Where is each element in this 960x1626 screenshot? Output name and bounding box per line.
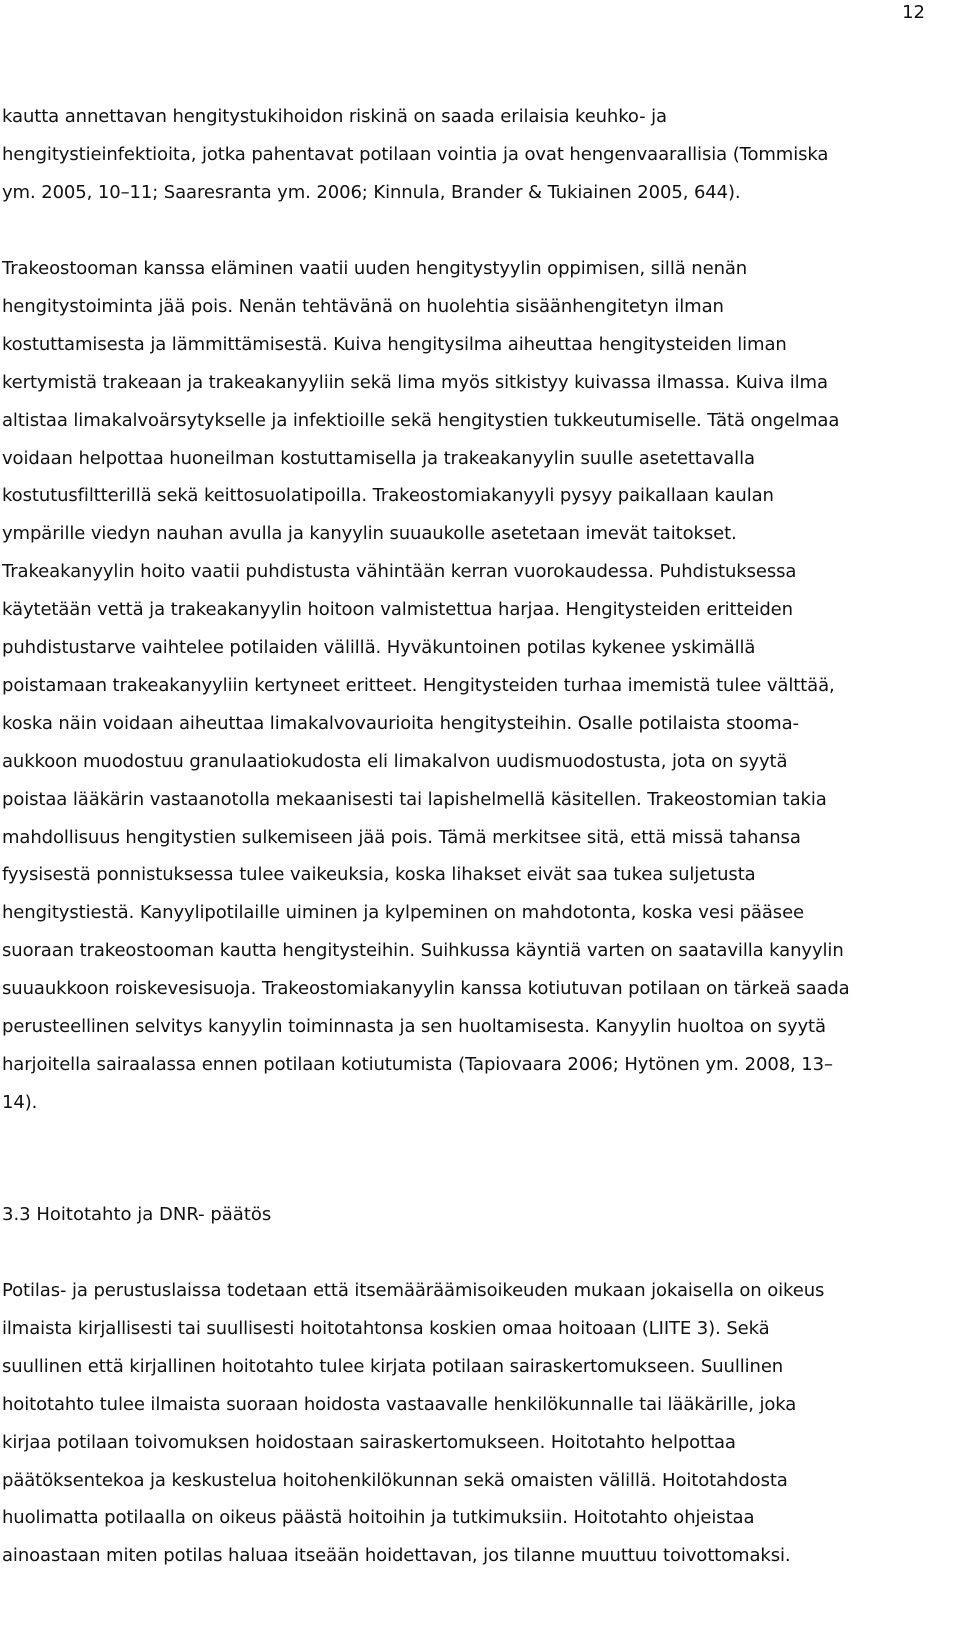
text-line: Trakeakanyylin hoito vaatii puhdistusta vähintään kerran vuorokaudessa. Puhdistuksessa: [2, 561, 797, 583]
text-line: kostuttamisesta ja lämmittämisestä. Kuiva hengitysilma aiheuttaa hengitysteiden liman: [2, 333, 787, 355]
text-line: koska näin voidaan aiheuttaa limakalvovaurioita hengitysteihin. Osalle potilaista stooma-: [2, 712, 799, 734]
text-line: hengitystiestä. Kanyylipotilaille uiminen ja kylpeminen on mahdotonta, koska vesi pääsee: [2, 902, 805, 924]
text-line: fyysisestä ponnistuksessa tulee vaikeuksia, koska lihakset eivät saa tukea suljetusta: [2, 864, 756, 886]
text-line: aukkoon muodostuu granulaatiokudosta eli limakalvon uudismuodostusta, jota on syytä: [2, 750, 788, 772]
text-line: Trakeostooman kanssa eläminen vaatii uuden hengitystyylin oppimisen, sillä nenän: [2, 258, 748, 279]
text-line: hoitotahto tulee ilmaista suoraan hoidosta vastaavalle henkilökunnalle tai lääkärille, joka: [2, 1393, 797, 1415]
text-line: suoraan trakeostooman kautta hengitysteihin. Suihkussa käyntiä varten on saatavilla kanyylin: [2, 940, 844, 962]
text-line: ainoastaan miten potilas haluaa itseään hoidettavan, jos tilanne muuttuu toivottomaksi.: [2, 1545, 791, 1567]
text-line: suuaukkoon roiskevesisuoja. Trakeostomiakanyylin kanssa kotiutuvan potilaan on tärkeä saada: [2, 978, 850, 1000]
text-line: hengitystieinfektioita, jotka pahentavat potilaan vointia ja ovat hengenvaarallisia (Tommiska: [2, 144, 829, 165]
text-line: puhdistustarve vaihtelee potilaiden välillä. Hyväkuntoinen potilas kykenee yskimällä: [2, 637, 756, 658]
text-line: ympärille viedyn nauhan avulla ja kanyylin suuaukolle asetetaan imevät taitokset.: [2, 523, 737, 545]
text-line: kirjaa potilaan toivomuksen hoidostaan sairaskertomukseen. Hoitotahto helpottaa: [2, 1431, 736, 1453]
text-line: 14).: [2, 1091, 38, 1113]
page-number: 12: [902, 2, 925, 23]
text-line: käytetään vettä ja trakeakanyylin hoitoon valmistettua harjaa. Hengitysteiden eritteiden: [2, 599, 793, 621]
text-line: Potilas- ja perustuslaissa todetaan että itsemääräämisoikeuden mukaan jokaisella on oikeus: [2, 1280, 825, 1301]
text-line: kostutusfiltterillä sekä keittosuolatipoilla. Trakeostomiakanyyli pysyy paikallaan kaulan: [2, 485, 774, 507]
text-line: ilmaista kirjallisesti tai suullisesti hoitotahtonsa koskien omaa hoitoaan (LIITE 3). Sekä: [2, 1317, 770, 1339]
text-line: poistaa lääkärin vastaanotolla mekaanisesti tai lapishelmellä käsitellen. Trakeostomian takia: [2, 788, 827, 810]
text-line: voidaan helpottaa huoneilman kostuttamisella ja trakeakanyylin suulle asetettavalla: [2, 447, 755, 469]
text-line: kautta annettavan hengitystukihoidon riskinä on saada erilaisia keuhko- ja: [2, 106, 667, 127]
text-line: mahdollisuus hengitystien sulkemiseen jää pois. Tämä merkitsee sitä, että missä tahansa: [2, 826, 801, 848]
text-line: huolimatta potilaalla on oikeus päästä hoitoihin ja tutkimuksiin. Hoitotahto ohjeistaa: [2, 1507, 755, 1529]
text-line: poistamaan trakeakanyyliin kertyneet eritteet. Hengitysteiden turhaa imemistä tulee välttää,: [2, 674, 835, 696]
text-line: hengitystoiminta jää pois. Nenän tehtävänä on huolehtia sisäänhengitetyn ilman: [2, 295, 724, 317]
text-line: perusteellinen selvitys kanyylin toiminnasta ja sen huoltamisesta. Kanyylin huoltoa on syytä: [2, 1016, 826, 1037]
text-line: altistaa limakalvoärsytykselle ja infektioille sekä hengitystien tukkeutumiselle. Tätä ongelmaa: [2, 409, 840, 431]
text-line: harjoitella sairaalassa ennen potilaan kotiutumista (Tapiovaara 2006; Hytönen ym. 2008, 13–: [2, 1053, 833, 1075]
text-line: suullinen että kirjallinen hoitotahto tulee kirjata potilaan sairaskertomukseen. Suullinen: [2, 1355, 784, 1377]
section-heading: 3.3 Hoitotahto ja DNR- päätös: [2, 1204, 272, 1225]
text-line: kertymistä trakeaan ja trakeakanyyliin sekä lima myös sitkistyy kuivassa ilmassa. Kuiva ilma: [2, 371, 828, 393]
text-line: ym. 2005, 10–11; Saaresranta ym. 2006; Kinnula, Brander & Tukiainen 2005, 644).: [2, 182, 741, 203]
text-line: päätöksentekoa ja keskustelua hoitohenkilökunnan sekä omaisten välillä. Hoitotahdosta: [2, 1469, 788, 1491]
